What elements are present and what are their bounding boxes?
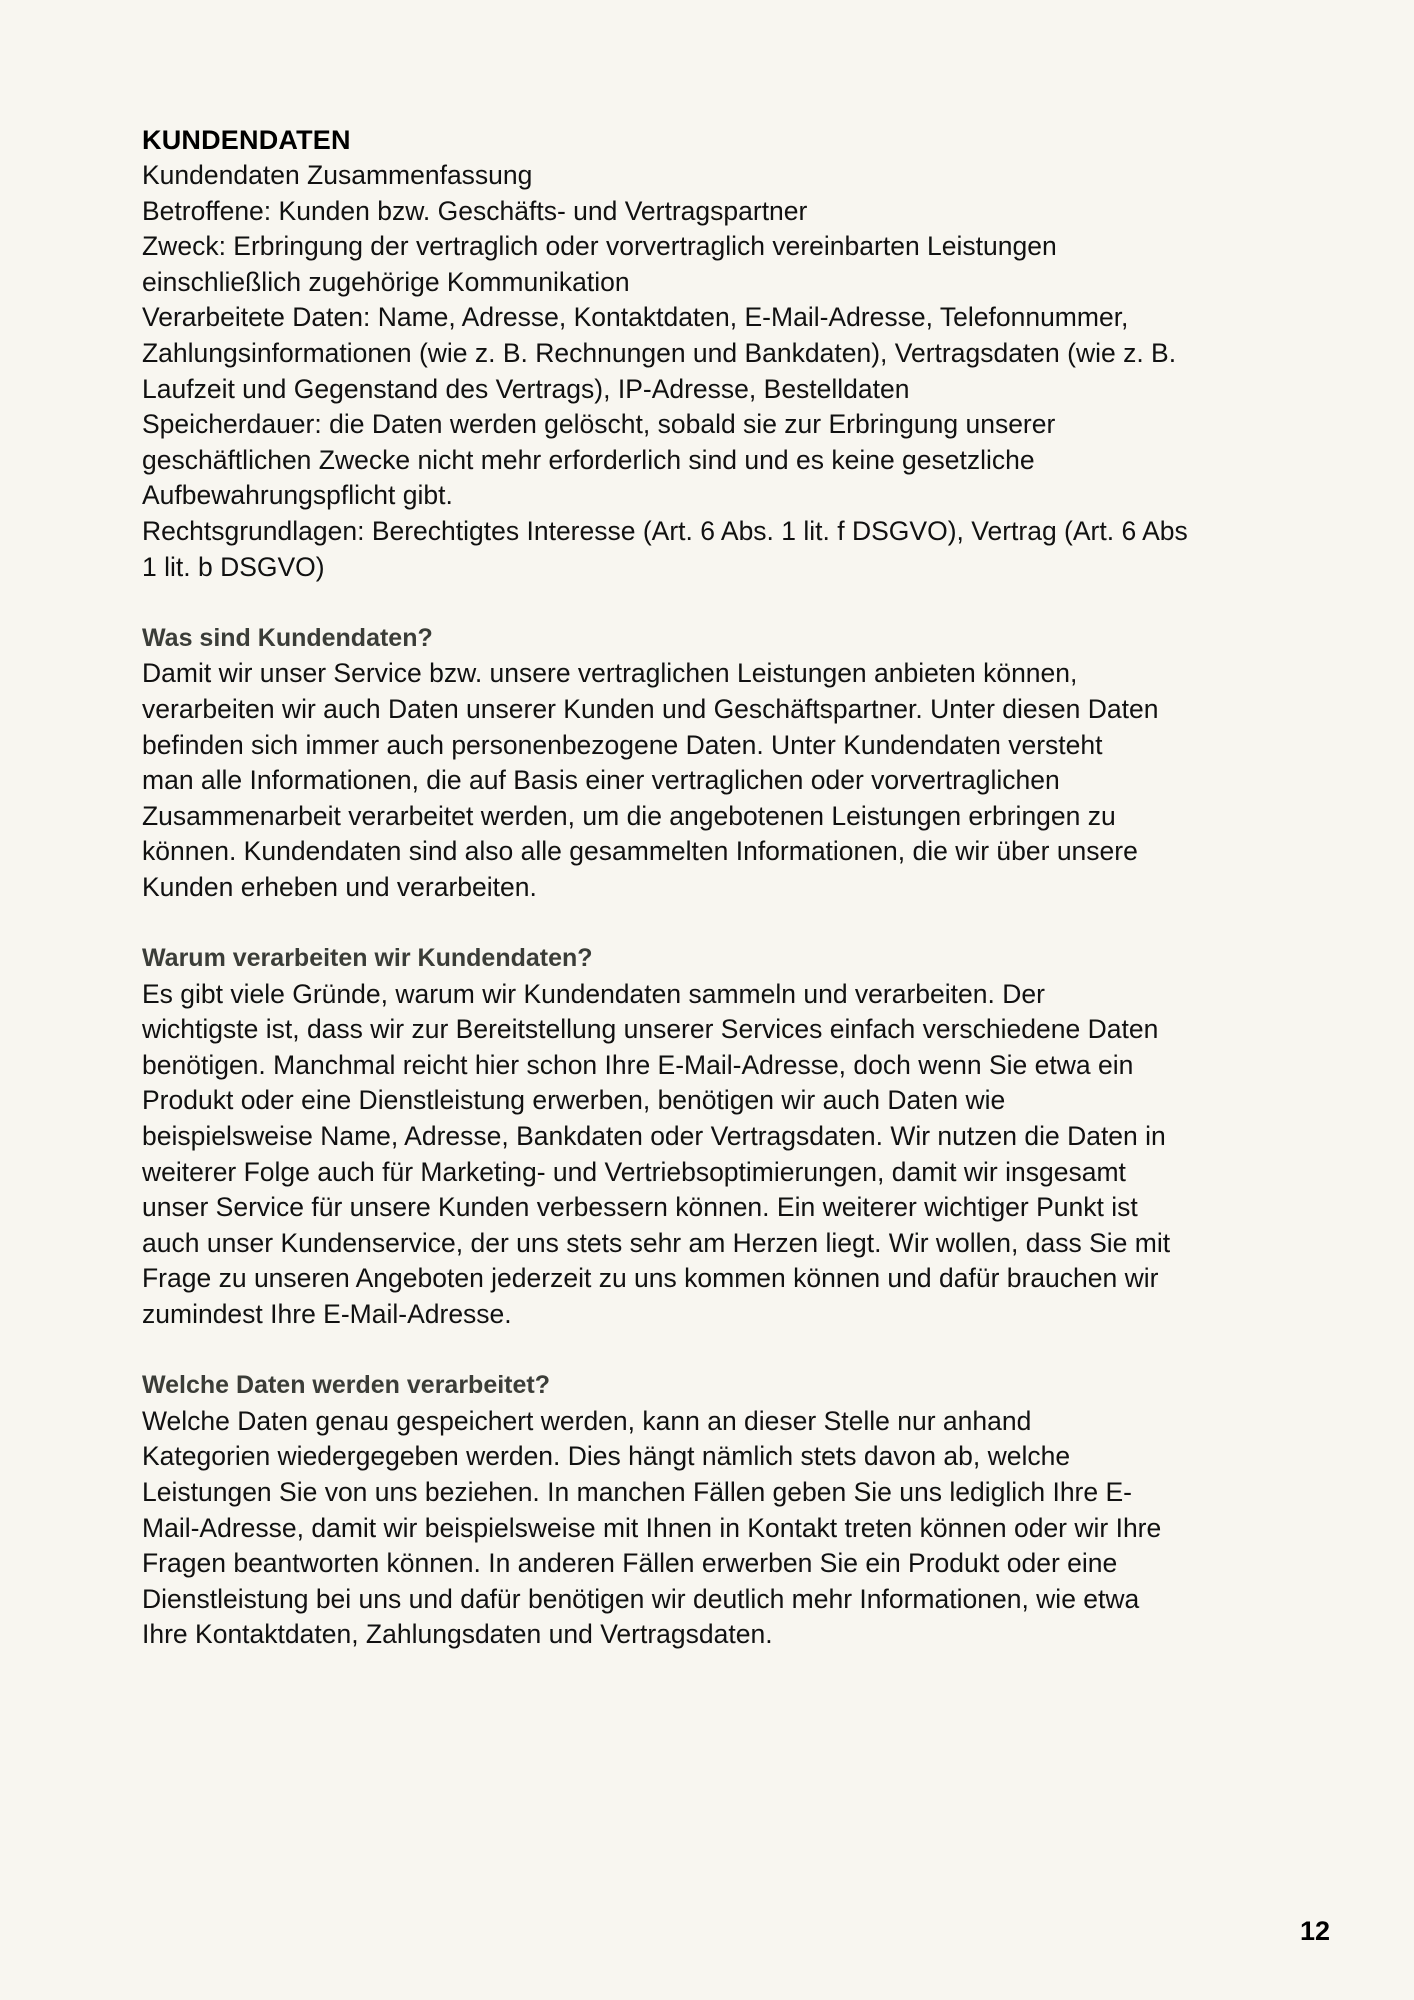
paragraph-line: Zusammenarbeit verarbeitet werden, um die angebotenen Leistungen erbringen zu bbox=[142, 800, 1116, 831]
section-warum-verarbeiten bbox=[142, 941, 1282, 1333]
paragraph-line: man alle Informationen, die auf Basis einer vertraglichen oder vorvertraglichen bbox=[142, 765, 1060, 796]
summary-line: Zweck: Erbringung der vertraglich oder vorvertraglich vereinbarten Leistungen bbox=[142, 231, 1057, 262]
summary-line: Betroffene: Kunden bzw. Geschäfts- und Vertragspartner bbox=[142, 195, 808, 226]
paragraph-line: Mail-Adresse, damit wir beispielsweise mit Ihnen in Kontakt treten können oder wir Ihre bbox=[142, 1512, 1162, 1543]
paragraph-line: Fragen beantworten können. In anderen Fällen erwerben Sie ein Produkt oder eine bbox=[142, 1548, 1118, 1579]
summary-line: Kundendaten Zusammenfassung bbox=[142, 160, 533, 190]
summary-line: Aufbewahrungspflicht gibt. bbox=[142, 480, 453, 511]
summary-block bbox=[142, 158, 1282, 585]
section-was-sind-kundendaten bbox=[142, 621, 1282, 906]
summary-line: 1 lit. b DSGVO) bbox=[142, 551, 325, 582]
paragraph-line: Damit wir unser Service bzw. unsere vertraglichen Leistungen anbieten können, bbox=[142, 658, 1078, 689]
paragraph-line: zumindest Ihre E-Mail-Adresse. bbox=[142, 1299, 512, 1329]
document-page bbox=[142, 122, 1282, 1653]
paragraph-line: Produkt oder eine Dienstleistung erwerben, benötigen wir auch Daten wie bbox=[142, 1085, 1006, 1116]
summary-line: geschäftlichen Zwecke nicht mehr erforderlich sind und es keine gesetzliche bbox=[142, 444, 1035, 475]
summary-line: Laufzeit und Gegenstand des Vertrags), IP-Adresse, Bestelldaten bbox=[142, 373, 910, 404]
paragraph-line: auch unser Kundenservice, der uns stets sehr am Herzen liegt. Wir wollen, dass Sie mit bbox=[142, 1227, 1171, 1258]
paragraph-line: Es gibt viele Gründe, warum wir Kundendaten sammeln und verarbeiten. Der bbox=[142, 978, 1045, 1009]
paragraph-line: Kategorien wiedergegeben werden. Dies hängt nämlich stets davon ab, welche bbox=[142, 1441, 1071, 1472]
section-heading: Warum verarbeiten wir Kundendaten? bbox=[142, 944, 593, 973]
summary-line: einschließlich zugehörige Kommunikation bbox=[142, 266, 630, 297]
paragraph-line: Frage zu unseren Angeboten jederzeit zu uns kommen können und dafür brauchen wir bbox=[142, 1263, 1159, 1294]
section-welche-daten bbox=[142, 1368, 1282, 1653]
paragraph-line: Leistungen Sie von uns beziehen. In manchen Fällen geben Sie uns lediglich Ihre E- bbox=[142, 1476, 1132, 1507]
summary-line: Rechtsgrundlagen: Berechtigtes Interesse (Art. 6 Abs. 1 lit. f DSGVO), Vertrag (Art. 6 Abs bbox=[142, 515, 1188, 546]
paragraph-line: verarbeiten wir auch Daten unserer Kunden und Geschäftspartner. Unter diesen Daten bbox=[142, 693, 1159, 724]
summary-line: Verarbeitete Daten: Name, Adresse, Kontaktdaten, E-Mail-Adresse, Telefonnummer, bbox=[142, 302, 1129, 333]
section-heading: Welche Daten werden verarbeitet? bbox=[142, 1371, 551, 1400]
paragraph-line: befinden sich immer auch personenbezogene Daten. Unter Kundendaten versteht bbox=[142, 729, 1103, 760]
paragraph-line: Ihre Kontaktdaten, Zahlungsdaten und Vertragsdaten. bbox=[142, 1619, 773, 1650]
paragraph-line: benötigen. Manchmal reicht hier schon Ihre E-Mail-Adresse, doch wenn Sie etwa ein bbox=[142, 1049, 1134, 1080]
paragraph-line: Dienstleistung bei uns und dafür benötigen wir deutlich mehr Informationen, wie etwa bbox=[142, 1583, 1140, 1614]
paragraph-line: können. Kundendaten sind also alle gesammelten Informationen, die wir über unsere bbox=[142, 836, 1138, 867]
paragraph-line: Welche Daten genau gespeichert werden, kann an dieser Stelle nur anhand bbox=[142, 1405, 1032, 1436]
paragraph-line: wichtigste ist, dass wir zur Bereitstellung unserer Services einfach verschiedene Daten bbox=[142, 1014, 1159, 1045]
page-title: KUNDENDATEN bbox=[142, 125, 351, 155]
section-heading: Was sind Kundendaten? bbox=[142, 623, 433, 652]
paragraph-line: beispielsweise Name, Adresse, Bankdaten oder Vertragsdaten. Wir nutzen die Daten in bbox=[142, 1121, 1166, 1152]
page-number: 12 bbox=[1300, 1916, 1331, 1946]
summary-line: Zahlungsinformationen (wie z. B. Rechnungen und Bankdaten), Vertragsdaten (wie z. B. bbox=[142, 337, 1177, 368]
paragraph-line: unser Service für unsere Kunden verbessern können. Ein weiterer wichtiger Punkt ist bbox=[142, 1192, 1138, 1223]
paragraph-line: weiterer Folge auch für Marketing- und Vertriebsoptimierungen, damit wir insgesamt bbox=[142, 1156, 1126, 1187]
summary-line: Speicherdauer: die Daten werden gelöscht, sobald sie zur Erbringung unserer bbox=[142, 409, 1056, 440]
paragraph-line: Kunden erheben und verarbeiten. bbox=[142, 871, 537, 902]
